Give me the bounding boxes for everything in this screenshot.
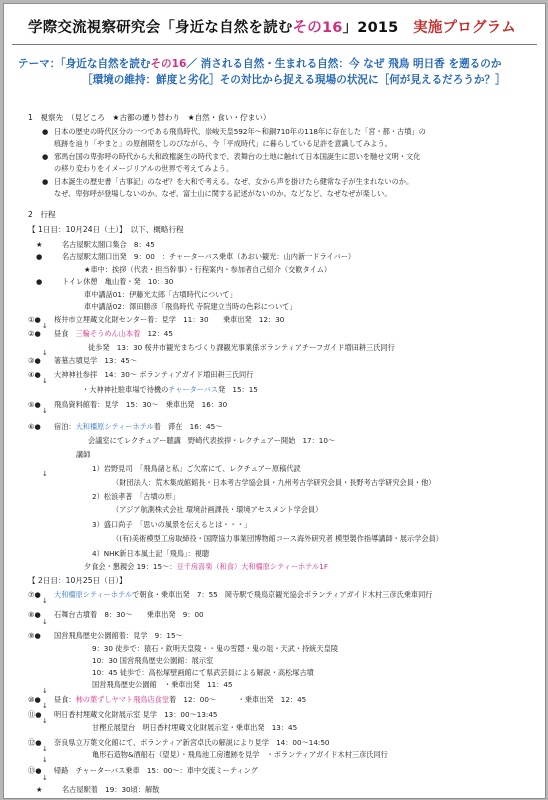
item-text: トイレ休憩 亀山着・発 10：30 xyxy=(62,277,174,286)
title-number: その16 xyxy=(292,20,343,36)
day-2-item xyxy=(28,610,204,620)
item-text: 宿泊： xyxy=(54,422,76,431)
item-text: 名古屋駅着 19：30頃：解散 xyxy=(62,785,160,794)
down-arrow-icon: ↓ xyxy=(42,377,48,385)
down-arrow-icon: ↓ xyxy=(42,597,48,605)
item-highlight-place: 大和橿原シティーホテル xyxy=(75,422,154,431)
day-1-item xyxy=(66,464,301,474)
bullet-icon: ● xyxy=(42,177,49,186)
item-marker: ⑬● xyxy=(28,766,42,775)
item-text: 飛鳥資料館着：見学 15：30〜 乗車出発 16：30 xyxy=(54,400,228,409)
day-2-item xyxy=(66,723,297,733)
day-1-item xyxy=(58,290,237,300)
day-1-item xyxy=(62,436,335,446)
item-text: 大神神社参拝 14：30〜 ボランティアガイド増田耕三氏同行 xyxy=(54,370,254,379)
item-text-tail: 12：45 xyxy=(140,329,173,338)
item-text: 名古屋駅太閤口集合 8：45 xyxy=(62,240,155,249)
item-highlight-venue: 柿の葉ずしヤマト飛鳥店食堂 xyxy=(75,695,170,704)
item-text: 国営飛鳥歴史公園館 ・乗車出発 11：45 xyxy=(92,680,233,689)
down-arrow-icon: ↓ xyxy=(42,470,48,478)
day-2-item xyxy=(66,656,213,666)
item-text: 桜井市立埋蔵文化財センター着：見学 11：30 乗車出発 12：30 xyxy=(54,315,285,324)
down-arrow-icon: ↓ xyxy=(42,774,48,782)
theme-label: テーマ：「身近な自然を読む xyxy=(18,58,151,70)
item-text: 10：30 国営飛鳥歴史公園館：展示室 xyxy=(92,656,214,665)
day-1-item xyxy=(36,252,355,262)
item-highlight-place: 大和橿原シティーホテル xyxy=(54,590,133,599)
item-marker: ● xyxy=(36,252,43,261)
day-1-item xyxy=(58,265,331,275)
item-marker: ②● xyxy=(28,329,41,338)
day-1-item xyxy=(36,277,173,287)
item-text: 亀形石造物&酒船石（望見）・飛鳥池工房遺跡を見学 ・ボランティアガイド木村三彦氏同行 xyxy=(92,750,388,759)
section-1-bullet xyxy=(42,127,426,137)
item-marker: ★ xyxy=(36,785,43,794)
item-text: ★車中：挨拶（代表・担当幹事）・行程案内・参加者自己紹介（交歓タイム） xyxy=(84,265,332,274)
bullet-text: 邪馬台国の卑弥呼の時代から大和政権誕生の時代まで、表舞台の土地に触れて日本国誕生に思いを馳せ文明・文化 xyxy=(54,152,421,161)
item-marker: ⑪● xyxy=(28,710,42,719)
item-marker: ⑨● xyxy=(28,631,41,640)
item-highlight-place: チャーターバス xyxy=(168,385,219,394)
item-marker: ④● xyxy=(28,370,41,379)
day-1-item xyxy=(28,315,284,325)
item-text-tail: で朝食・乗車出発 7：55 岡寺駅で飛鳥京観光協会ボランティアガイド木村三彦氏乗車同行 xyxy=(132,590,433,599)
day-1-item xyxy=(28,356,137,366)
theme-line-1 xyxy=(18,56,501,71)
bullet-text: 日本の歴史の時代区分の一つである飛鳥時代、崇峻天皇592年〜和銅710年の118年に存在した「宮・都・古墳」の xyxy=(54,127,426,136)
down-arrow-icon: ↓ xyxy=(42,756,48,764)
bullet-text: 痕跡を辿り「やまと」の原創期をしのびながら、今「平成時代」に暮らしている足許を意識してみよう。 xyxy=(54,139,392,148)
day-2-item xyxy=(66,644,338,654)
day-2-heading: 【 2日目：10月25日（日）】 xyxy=(28,576,127,585)
day-2-item xyxy=(28,695,306,705)
item-text: 1）岩野見司 「飛鳥諸と私」ご欠席にて、レクチュアー原稿代読 xyxy=(92,464,301,473)
item-text: （アジア航測株式会社 環境計画課長・環境アセスメント学会員） xyxy=(112,505,323,514)
day-1-item xyxy=(36,240,155,250)
item-text: 4）NHK新日本風土記「飛鳥」：視聴 xyxy=(92,549,210,558)
item-text: 箸墓古墳見学 13：45〜 xyxy=(54,356,137,365)
item-text: ・大神神社駐車場で待機の xyxy=(82,385,169,394)
item-text: 甘樫丘展望台 明日香村埋蔵文化財展示室・乗車出発 13：45 xyxy=(92,723,298,732)
item-text: 夕食会・懇親会 19：15〜： xyxy=(84,562,177,571)
item-text: 明日香村埋蔵文化財展示室 見学 13：00〜13:45 xyxy=(54,710,218,719)
day-1-item xyxy=(58,562,328,572)
item-marker: ⑤● xyxy=(28,400,41,409)
day-2-item xyxy=(36,785,159,795)
item-text: 3）盛口尚子 「思いの風景を伝えるとは・・・」 xyxy=(92,520,252,529)
item-text: 石舞台古墳着 8：30〜 乗車出発 9：00 xyxy=(54,610,204,619)
item-text: （(有)美術模型工房取締役・国際協力事業団博物館コース海外研究者 模型製作指導講師・展示学会員） xyxy=(112,534,443,543)
down-arrow-icon: ↓ xyxy=(42,618,48,626)
day-1-item xyxy=(66,520,251,530)
day-2-item xyxy=(28,766,258,776)
down-arrow-icon: ↓ xyxy=(42,407,48,415)
day-1-item xyxy=(86,534,443,544)
title-program: 実施プログラム xyxy=(413,20,516,36)
item-text: 講師 xyxy=(76,450,91,459)
day-2-item xyxy=(28,590,433,600)
item-marker: ● xyxy=(36,277,43,286)
day-1-item xyxy=(28,422,222,432)
down-arrow-icon: ↓ xyxy=(42,349,48,357)
down-arrow-icon: ↓ xyxy=(42,322,48,330)
item-text: （財団法人：荒木集成館館長・日本考古学協会員・九州考古学研究会員・長野考古学研究会員・他） xyxy=(112,478,436,487)
theme-subtitle: ／ 消される自然・生まれる自然：今 なぜ 飛鳥 明日香 を遡るのか xyxy=(186,58,502,70)
bullet-icon: ● xyxy=(42,127,49,136)
item-text: 昼食： xyxy=(54,695,76,704)
item-text: 会議室にてレクチュアー聴講 野崎代表挨拶・レクチュアー開始 17：10〜 xyxy=(88,436,336,445)
down-arrow-icon: ↓ xyxy=(42,717,48,725)
section-1-heading: 1 視察先 （見どころ ★古都の遷り替わり ★自然・食い・佇まい） xyxy=(28,113,271,122)
theme-line-2: ［環境の維持：鮮度と劣化］その対比から捉える現場の状況に［何が見えるだろうか？］ xyxy=(82,74,506,86)
page-title xyxy=(28,16,516,37)
title-main: 学際交流視察研究会「身近な自然を読む xyxy=(28,20,293,36)
bullet-icon: ● xyxy=(42,152,49,161)
bullet-text: なぜ、卑弥呼が登場しないのか。なぜ、富士山に関する記述がないのか。などなど、なぜなぜが楽しい。 xyxy=(54,189,392,198)
item-marker: ③● xyxy=(28,356,41,365)
down-arrow-icon: ↓ xyxy=(42,687,48,695)
down-arrow-icon: ↓ xyxy=(42,745,48,753)
day-2-item xyxy=(66,680,232,690)
day-2-item xyxy=(28,738,329,748)
day-1-item xyxy=(50,450,90,460)
day-1-item xyxy=(28,329,173,339)
day-1-item xyxy=(86,505,322,515)
day-1-item xyxy=(28,400,227,410)
day-1-item xyxy=(66,549,209,559)
theme-number: その16 xyxy=(150,58,187,70)
item-text-tail: 着 12：00〜 ・乗車出発 12：45 xyxy=(169,695,307,704)
day-2-item xyxy=(66,668,314,678)
day-1-item xyxy=(58,302,297,312)
item-marker: ⑥● xyxy=(28,422,41,431)
item-marker: ★ xyxy=(36,240,43,249)
item-text-tail: 発 15：15 xyxy=(218,385,258,394)
item-text: 帰路 チャーターバス乗車 15：00〜：車中交流ミーティング xyxy=(54,766,258,775)
item-text: 車中講話01：伊藤光太郎「古墳時代について」 xyxy=(84,290,237,299)
title-tail: 」2015 xyxy=(342,20,414,36)
bullet-text: 日本誕生の歴史書「古事記」のなぜ？を大和で考える。なぜ、女から声を掛けたら健常な子が生まれないのか。 xyxy=(54,177,414,186)
day-1-item xyxy=(66,492,179,502)
item-text: 名古屋駅太閤口出発 9：00 ：チャーターバス乗車（あおい観光：山内新一ドライバー） xyxy=(62,252,356,261)
day-2-item xyxy=(66,750,388,760)
section-2-heading: 2 行程 xyxy=(28,210,56,219)
item-marker: ⑩● xyxy=(28,695,41,704)
day-1-item xyxy=(62,343,395,353)
item-text: 車中講話02：澤田勝彦「飛鳥時代 寺院建立当時の色彩について」 xyxy=(84,302,297,311)
item-text: 2）松浪孝普 「古墳の形」 xyxy=(92,492,180,501)
day-1-heading: 【 1日目：10月24日（土）】 以下、概略行程 xyxy=(28,225,184,234)
section-1-bullet xyxy=(42,189,391,199)
item-text: 9：30 徒歩で：猿石・欽明天皇陵・・鬼の雪隠・鬼の俎・天武・持統天皇陵 xyxy=(92,644,339,653)
divider xyxy=(12,44,537,45)
item-highlight-venue: 豆千房喜楽（和食）大和橿原シティーホテル1F xyxy=(176,562,328,571)
item-text: 奈良県立万葉文化館にて、ボランティア新宮卓氏の解説により見学 14：00〜14:50 xyxy=(54,738,330,747)
item-text: 10：45 徒歩で：高松塚壁画館にて県武芸員による解説・高松塚古墳 xyxy=(92,668,314,677)
item-text-tail: 着 滞在 16：45〜 xyxy=(153,422,223,431)
down-arrow-icon: ↓ xyxy=(42,702,48,710)
bullet-text: の移り変わりをイメージリアルの世界で考えてみよう。 xyxy=(54,164,234,173)
item-text: 徒歩発 13：30 桜井市観光まちづくり課観光事業係ボランティアチーフガイド増田耕三氏同行 xyxy=(88,343,395,352)
item-marker: ⑧● xyxy=(28,610,41,619)
section-1-bullet xyxy=(42,164,233,174)
item-marker: ⑫● xyxy=(28,738,42,747)
item-text: 昼食 xyxy=(54,329,76,338)
day-2-item xyxy=(28,631,183,641)
program-sheet xyxy=(3,3,546,799)
day-1-item xyxy=(28,370,253,380)
item-highlight-venue: 三輪そうめん山本着 xyxy=(75,329,141,338)
day-1-item xyxy=(86,478,435,488)
section-1-bullet xyxy=(42,177,413,187)
item-marker: ①● xyxy=(28,315,41,324)
item-text: 国営飛鳥歴史公園館着：見学 9：15〜 xyxy=(54,631,183,640)
day-1-item xyxy=(56,385,258,395)
day-2-item xyxy=(28,710,217,720)
item-marker: ⑦● xyxy=(28,590,41,599)
section-1-bullet xyxy=(42,152,420,162)
section-1-bullet xyxy=(42,139,392,149)
